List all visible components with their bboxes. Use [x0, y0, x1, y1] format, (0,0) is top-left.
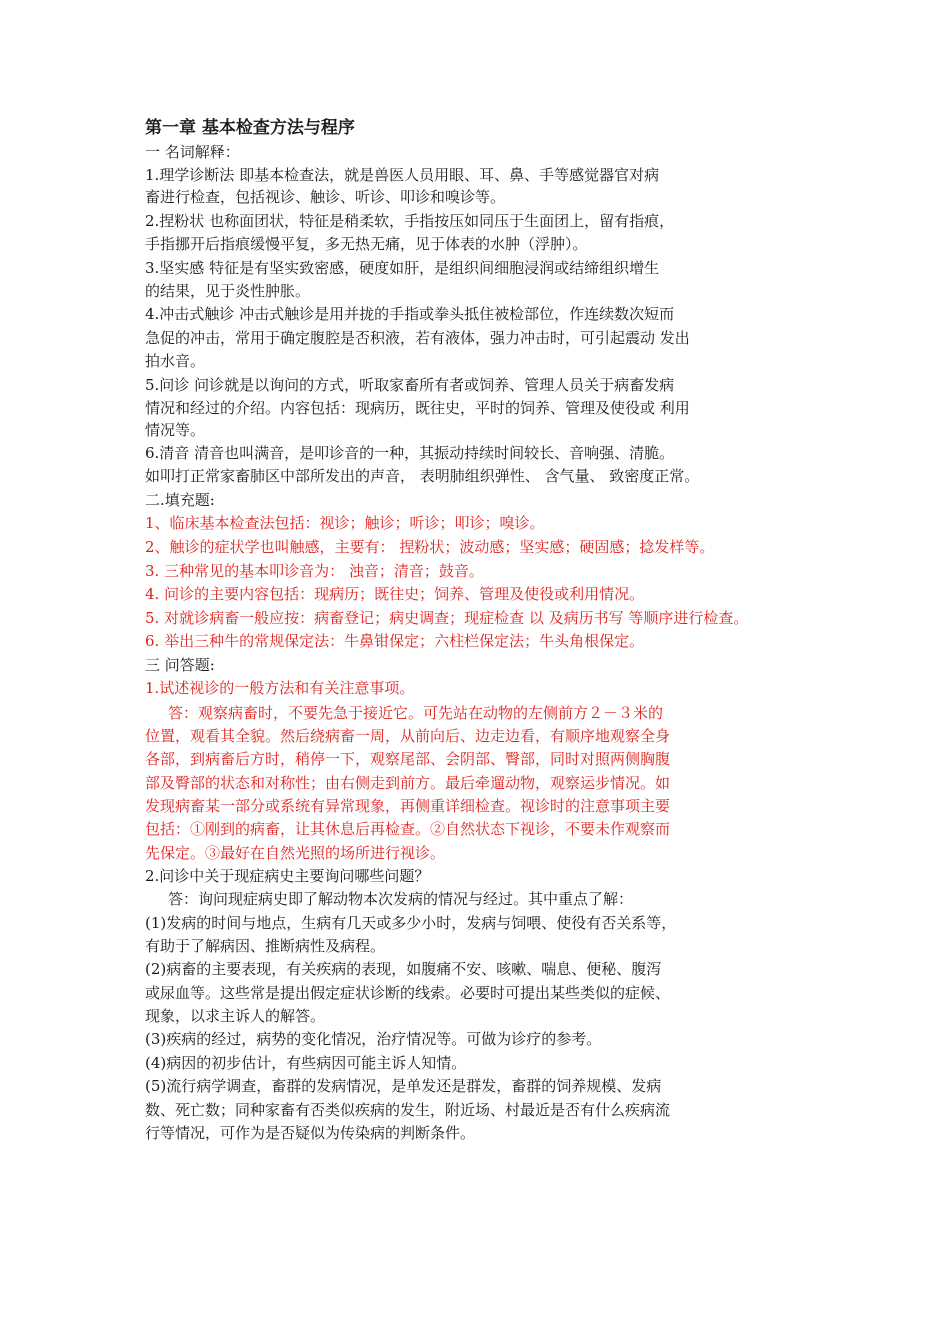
text-line: 4.冲击式触诊 冲击式触诊是用并拢的手指或拳头抵住被检部位，作连续数次短而: [145, 305, 675, 323]
text-line: 5. 对就诊病畜一般应按：病畜登记；病史调查；现症检查 以 及病历书写 等顺序进行检查。: [145, 609, 749, 627]
text-line: 行等情况，可作为是否疑似为传染病的判断条件。: [145, 1124, 476, 1142]
text-line: 有助于了解病因、推断病性及病程。: [145, 937, 386, 955]
text-line: 一 名词解释：: [145, 143, 240, 161]
text-line: 情况等。: [145, 421, 206, 439]
text-line: 5.问诊 问诊就是以询问的方式，听取家畜所有者或饲养、管理人员关于病畜发病: [145, 376, 675, 394]
text-line: (2)病畜的主要表现，有关疾病的表现，如腹痛不安、咳嗽、喘息、便秘、腹泻: [145, 960, 662, 978]
text-line: 部及臀部的状态和对称性；由右侧走到前方。最后牵遛动物，观察运步情况。如: [145, 774, 671, 792]
text-line: 2.捏粉状 也称面团状，特征是稍柔软，手指按压如同压于生面团上，留有指痕，: [145, 212, 675, 230]
text-line: 包括：①刚到的病畜，让其休息后再检查。②自然状态下视诊，不要未作观察而: [145, 820, 671, 838]
text-line: (3)疾病的经过，病势的变化情况，治疗情况等。可做为诊疗的参考。: [145, 1030, 602, 1048]
text-line: 答：询问现症病史即了解动物本次发病的情况与经过。其中重点了解：: [168, 890, 634, 908]
text-line: (5)流行病学调查，畜群的发病情况，是单发还是群发，畜群的饲养规模、发病: [145, 1077, 662, 1095]
text-line: 6. 举出三种牛的常规保定法：牛鼻钳保定；六柱栏保定法；牛头角根保定。: [145, 632, 645, 650]
text-line: 1.试述视诊的一般方法和有关注意事项。: [145, 679, 415, 697]
text-line: 畜进行检查，包括视诊、触诊、听诊、叩诊和嗅诊等。: [145, 188, 506, 206]
text-line: 现象，以求主诉人的解答。: [145, 1007, 326, 1025]
text-line: 1、临床基本检查法包括：视诊；触诊；听诊；叩诊；嗅诊。: [145, 514, 545, 532]
text-line: 2.问诊中关于现症病史主要询问哪些问题？: [145, 867, 430, 885]
text-line: 发现病畜某一部分或系统有异常现象，再侧重详细检查。视诊时的注意事项主要: [145, 797, 671, 815]
text-line: 急促的冲击，常用于确定腹腔是否积液，若有液体，强力冲击时，可引起震动 发出: [145, 329, 690, 347]
text-line: 拍水音。: [145, 352, 206, 370]
text-line: 位置，观看其全貌。然后绕病畜一周，从前向后、边走边看，有顺序地观察全身: [145, 727, 671, 745]
text-line: (4)病因的初步估计，有些病因可能主诉人知情。: [145, 1054, 467, 1072]
text-line: 1.理学诊断法 即基本检查法，就是兽医人员用眼、耳、鼻、手等感觉器官对病: [145, 166, 660, 184]
text-line: 二.填充题:: [145, 491, 215, 509]
text-line: 三 问答题:: [145, 656, 215, 674]
chapter-title: 第一章 基本检查方法与程序: [145, 118, 355, 138]
text-line: 答：观察病畜时，不要先急于接近它。可先站在动物的左侧前方２－３米的: [168, 704, 664, 722]
text-line: (1)发病的时间与地点，生病有几天或多少小时，发病与饲喂、使役有否关系等，: [145, 914, 677, 932]
text-line: 先保定。③最好在自然光照的场所进行视诊。: [145, 844, 446, 862]
text-line: 手指挪开后指痕缓慢平复，多无热无痛，见于体表的水肿（浮肿）。: [145, 235, 588, 253]
text-line: 数、死亡数；同种家畜有否类似疾病的发生，附近场、村最近是否有什么疾病流: [145, 1101, 671, 1119]
text-line: 情况和经过的介绍。内容包括：现病历，既往史，平时的饲养、管理及使役或 利用: [145, 399, 690, 417]
text-line: 3. 三种常见的基本叩诊音为： 浊音；清音；鼓音。: [145, 562, 484, 580]
text-line: 的结果，见于炎性肿胀。: [145, 282, 311, 300]
text-line: 6.清音 清音也叫满音，是叩诊音的一种，其振动持续时间较长、音响强、清脆。: [145, 444, 675, 462]
text-line: 或尿血等。这些常是提出假定症状诊断的线索。必要时可提出某些类似的症候、: [145, 984, 671, 1002]
text-line: 3.坚实感 特征是有坚实致密感，硬度如肝，是组织间细胞浸润或结缔组织增生: [145, 259, 660, 277]
text-line: 4. 问诊的主要内容包括：现病历；既往史；饲养、管理及使役或利用情况。: [145, 585, 645, 603]
text-line: 2、触诊的症状学也叫触感，主要有： 捏粉状；波动感；坚实感；硬固感；捻发样等。: [145, 538, 715, 556]
text-line: 如叩打正常家畜肺区中部所发出的声音， 表明肺组织弹性、 含气量、 致密度正常。: [145, 467, 700, 485]
text-line: 各部，到病畜后方时，稍停一下，观察尾部、会阴部、臀部，同时对照两侧胸腹: [145, 750, 671, 768]
